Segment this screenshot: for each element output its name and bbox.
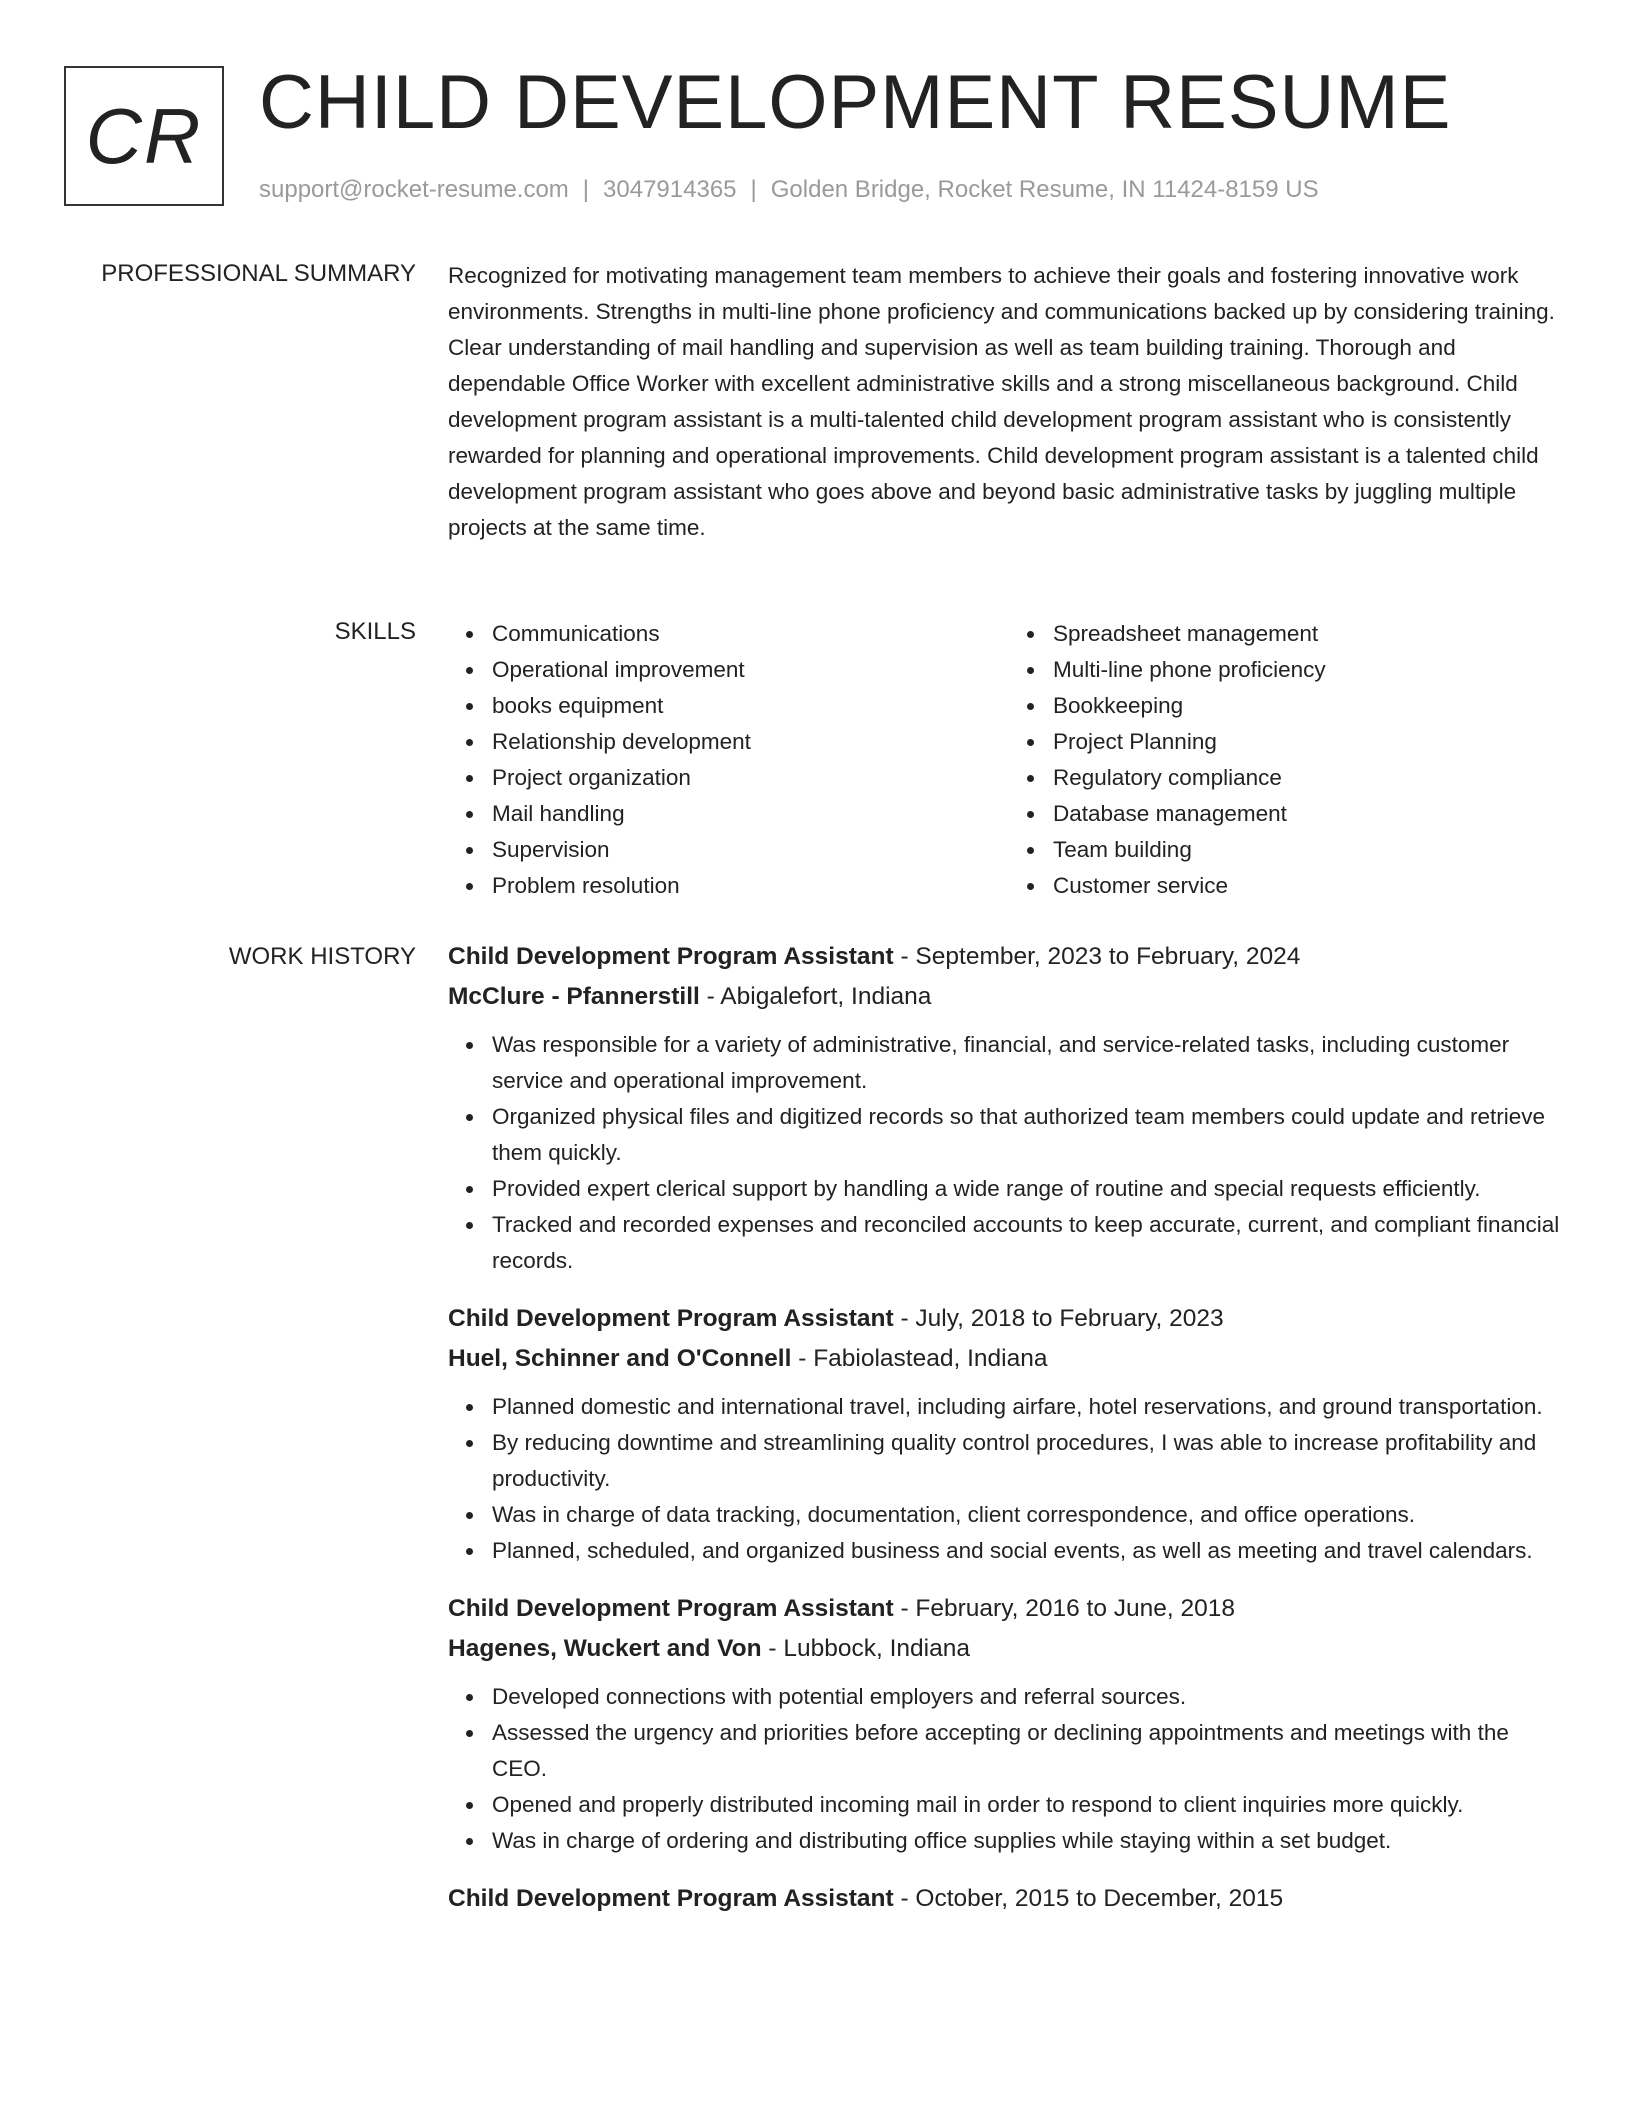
monogram-initials: CR — [85, 91, 203, 180]
job-bullet: Was in charge of data tracking, documentation, client correspondence, and office operations. — [492, 1497, 1570, 1533]
job-entry — [448, 937, 1570, 1279]
skill-item: Communications — [492, 616, 1009, 652]
skill-item: Spreadsheet management — [1053, 616, 1570, 652]
job-company-line — [448, 977, 1570, 1017]
job-title: Child Development Program Assistant — [448, 1595, 894, 1622]
skill-item: Regulatory compliance — [1053, 760, 1570, 796]
contact-separator: | — [750, 176, 757, 203]
work-history-section — [448, 937, 1570, 1939]
job-company: Huel, Schinner and O'Connell — [448, 1345, 792, 1372]
skill-item: Relationship development — [492, 724, 1009, 760]
job-location: - Lubbock, Indiana — [761, 1635, 970, 1662]
job-bullet: Assessed the urgency and priorities before accepting or declining appointments and meetings with the CEO. — [492, 1715, 1570, 1787]
skill-item: Project Planning — [1053, 724, 1570, 760]
job-company: McClure - Pfannerstill — [448, 983, 700, 1010]
skill-item: books equipment — [492, 688, 1009, 724]
job-bullet: Developed connections with potential employers and referral sources. — [492, 1679, 1570, 1715]
contact-line — [259, 174, 1319, 206]
job-bullet-list — [448, 1679, 1570, 1859]
skill-item: Operational improvement — [492, 652, 1009, 688]
summary-heading: PROFESSIONAL SUMMARY — [101, 260, 416, 287]
job-bullet: Opened and properly distributed incoming mail in order to respond to client inquiries more quickly. — [492, 1787, 1570, 1823]
job-bullet: Was in charge of ordering and distributing office supplies while staying within a set budget. — [492, 1823, 1570, 1859]
monogram-logo — [64, 66, 224, 206]
job-bullet-list — [448, 1027, 1570, 1279]
work-history-heading: WORK HISTORY — [228, 943, 416, 970]
resume-title: CHILD DEVELOPMENT RESUME — [259, 60, 1452, 145]
job-bullet: Planned, scheduled, and organized business and social events, as well as meeting and travel calendars. — [492, 1533, 1570, 1569]
job-title: Child Development Program Assistant — [448, 943, 894, 970]
job-title: Child Development Program Assistant — [448, 1885, 894, 1912]
contact-address: Golden Bridge, Rocket Resume, IN 11424-8159 US — [770, 176, 1319, 203]
job-dates: - July, 2018 to February, 2023 — [893, 1305, 1224, 1332]
skill-item: Team building — [1053, 832, 1570, 868]
job-dates: - September, 2023 to February, 2024 — [893, 943, 1301, 970]
skill-item: Project organization — [492, 760, 1009, 796]
job-bullet: Tracked and recorded expenses and reconciled accounts to keep accurate, current, and compliant financial records. — [492, 1207, 1570, 1279]
job-location: - Fabiolastead, Indiana — [791, 1345, 1048, 1372]
job-entry — [448, 1299, 1570, 1569]
job-company-line — [448, 1339, 1570, 1379]
summary-text: Recognized for motivating management team members to achieve their goals and fostering innovative work environments. Strengths in multi-line phone proficiency and communications backed up by considering training. Clear understanding of mail handling and supervision as well as team building training. Thorough and dependable Office Worker with excellent administrative skills and a strong miscellaneous background. Child development program assistant is a multi-talented child development program assistant who is consistently rewarded for planning and operational improvements. Child development program assistant is a talented child development program assistant who goes above and beyond basic administrative tasks by juggling multiple projects at the same time. — [448, 263, 1555, 540]
job-title: Child Development Program Assistant — [448, 1305, 894, 1332]
skill-item: Multi-line phone proficiency — [1053, 652, 1570, 688]
job-title-line — [448, 1589, 1570, 1629]
job-entry — [448, 1589, 1570, 1859]
skill-item: Supervision — [492, 832, 1009, 868]
job-dates: - October, 2015 to December, 2015 — [893, 1885, 1284, 1912]
job-title-line — [448, 1299, 1570, 1339]
job-bullet: By reducing downtime and streamlining quality control procedures, I was able to increase profitability and productivity. — [492, 1425, 1570, 1497]
skill-item: Mail handling — [492, 796, 1009, 832]
skills-list-right — [1009, 616, 1570, 904]
skill-item: Problem resolution — [492, 868, 1009, 904]
job-company: Hagenes, Wuckert and Von — [448, 1635, 762, 1662]
job-title-line — [448, 1879, 1570, 1919]
contact-separator: | — [582, 176, 590, 203]
contact-email: support@rocket-resume.com — [259, 176, 569, 203]
job-entry — [448, 1879, 1570, 1919]
summary-section — [448, 258, 1570, 546]
job-bullet: Was responsible for a variety of administrative, financial, and service-related tasks, including customer service and operational improvement. — [492, 1027, 1570, 1099]
job-title-line — [448, 937, 1570, 977]
job-bullet: Organized physical files and digitized records so that authorized team members could update and retrieve them quickly. — [492, 1099, 1570, 1171]
job-bullet-list — [448, 1389, 1570, 1569]
job-company-line — [448, 1629, 1570, 1669]
job-bullet: Planned domestic and international travel, including airfare, hotel reservations, and ground transportation. — [492, 1389, 1570, 1425]
skill-item: Bookkeeping — [1053, 688, 1570, 724]
skill-item: Database management — [1053, 796, 1570, 832]
skills-heading: SKILLS — [334, 618, 416, 645]
skills-section — [448, 616, 1570, 904]
job-bullet: Provided expert clerical support by handling a wide range of routine and special requests efficiently. — [492, 1171, 1570, 1207]
job-dates: - February, 2016 to June, 2018 — [893, 1595, 1236, 1622]
skills-list-left — [448, 616, 1009, 904]
job-location: - Abigalefort, Indiana — [699, 983, 932, 1010]
skill-item: Customer service — [1053, 868, 1570, 904]
contact-phone: 3047914365 — [603, 176, 737, 203]
